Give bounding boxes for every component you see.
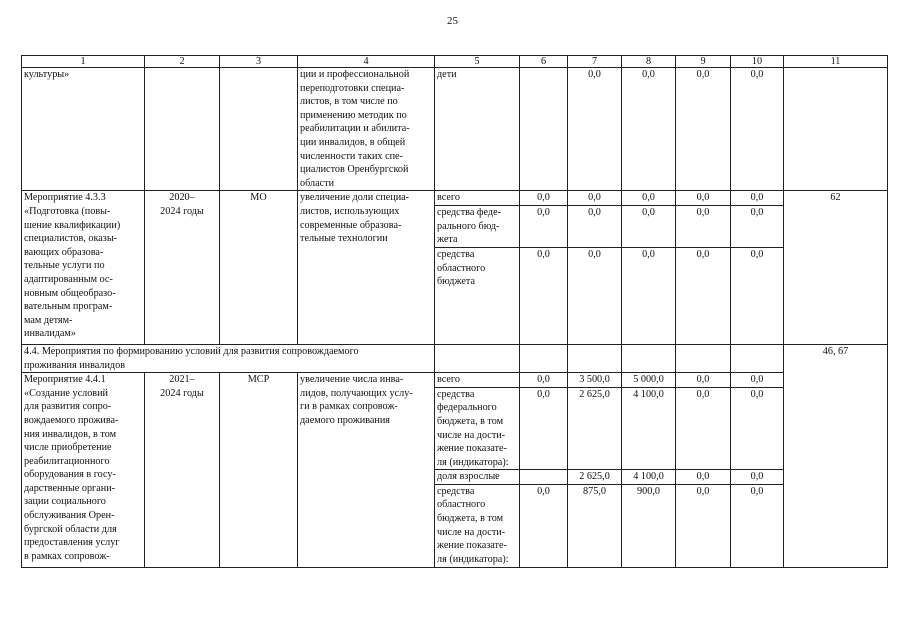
value-cell: 0,0 <box>731 373 784 388</box>
section-row <box>22 344 888 372</box>
value-cell: 0,0 <box>676 373 731 388</box>
funding-source: доля взрослые <box>435 470 520 485</box>
value-cell: 0,0 <box>568 191 622 206</box>
value-cell: 0,0 <box>520 373 568 388</box>
header-cell: 1 <box>22 56 145 68</box>
indicator-cell: увеличение числа инва- лидов, получающих услу- ги в рамках сопровож- даемого проживания <box>298 373 435 568</box>
period-cell: 2021– 2024 годы <box>145 373 220 568</box>
note-cell: 46, 67 <box>784 344 888 567</box>
value-cell: 0,0 <box>731 387 784 470</box>
value-cell: 4 100,0 <box>622 470 676 485</box>
header-cell: 6 <box>520 56 568 68</box>
funding-source <box>435 344 520 372</box>
program-table <box>21 55 888 568</box>
table-row <box>22 373 888 388</box>
period-cell: 2020– 2024 годы <box>145 191 220 345</box>
value-cell: 0,0 <box>731 484 784 567</box>
value-cell: 875,0 <box>568 484 622 567</box>
funding-source: средства федерального бюджета, в том числе на дости- жение показате- ля (индикатора): <box>435 387 520 470</box>
value-cell: 0,0 <box>622 191 676 206</box>
measure-name: Мероприятие 4.4.1 «Создание условий для развития сопро- вождаемого прожива- ния инвалидов, в том числе приобретение реабилитационного оборудования в госу- дарственные органи- зации социального обслуживания Орен- бургской области для предоставления услуг в рамках сопровож- <box>22 373 145 568</box>
value-cell <box>520 470 568 485</box>
value-cell: 0,0 <box>676 191 731 206</box>
header-cell: 7 <box>568 56 622 68</box>
value-cell: 0,0 <box>731 68 784 191</box>
table-row <box>22 68 888 191</box>
header-cell: 8 <box>622 56 676 68</box>
executor-cell: МСР <box>220 373 298 568</box>
value-cell: 0,0 <box>520 191 568 206</box>
header-cell: 3 <box>220 56 298 68</box>
funding-source: всего <box>435 373 520 388</box>
value-cell: 0,0 <box>676 247 731 344</box>
note-cell <box>784 68 888 191</box>
value-cell: 0,0 <box>568 68 622 191</box>
measure-name: Мероприятие 4.3.3 «Подготовка (повы- шение квалификации) специалистов, оказы- вающих образова- тельные услуги по адаптированным ос- новным общеобразо- вательным програм- мам детям- инвалидам» <box>22 191 145 345</box>
funding-source: средства областного бюджета, в том числе на дости- жение показате- ля (индикатора): <box>435 484 520 567</box>
value-cell: 4 100,0 <box>622 387 676 470</box>
period-cell <box>145 68 220 191</box>
value-cell: 0,0 <box>622 68 676 191</box>
value-cell: 0,0 <box>731 470 784 485</box>
header-row <box>22 56 888 68</box>
value-cell: 0,0 <box>676 484 731 567</box>
value-cell: 0,0 <box>676 470 731 485</box>
header-cell: 2 <box>145 56 220 68</box>
value-cell: 0,0 <box>520 205 568 247</box>
funding-source: средства областного бюджета <box>435 247 520 344</box>
page-number: 25 <box>447 15 458 27</box>
value-cell <box>520 344 568 372</box>
note-cell: 62 <box>784 191 888 345</box>
header-cell: 9 <box>676 56 731 68</box>
executor-cell <box>220 68 298 191</box>
executor-cell: МО <box>220 191 298 345</box>
value-cell: 0,0 <box>731 205 784 247</box>
value-cell <box>622 344 676 372</box>
section-title: 4.4. Мероприятия по формированию условий для развития сопровождаемого проживания инвалидов <box>22 344 435 372</box>
funding-source: всего <box>435 191 520 206</box>
value-cell: 0,0 <box>731 191 784 206</box>
value-cell: 2 625,0 <box>568 470 622 485</box>
indicator-cell: увеличение доли специа- листов, использующих современные образова- тельные технологии <box>298 191 435 345</box>
value-cell: 0,0 <box>731 247 784 344</box>
measure-name: культуры» <box>22 68 145 191</box>
funding-source: средства феде- рального бюд- жета <box>435 205 520 247</box>
value-cell: 0,0 <box>676 68 731 191</box>
funding-source: дети <box>435 68 520 191</box>
value-cell: 0,0 <box>622 205 676 247</box>
value-cell: 0,0 <box>520 484 568 567</box>
value-cell: 2 625,0 <box>568 387 622 470</box>
value-cell: 3 500,0 <box>568 373 622 388</box>
table-row <box>22 191 888 206</box>
value-cell <box>568 344 622 372</box>
value-cell: 900,0 <box>622 484 676 567</box>
header-cell: 11 <box>784 56 888 68</box>
value-cell: 5 000,0 <box>622 373 676 388</box>
indicator-cell: ции и профессиональной переподготовки специа- листов, в том числе по применению методик по реабилитации и абилита- ции инвалидов, в общей численности таких спе- циалистов Оренбургской области <box>298 68 435 191</box>
header-cell: 5 <box>435 56 520 68</box>
value-cell: 0,0 <box>520 387 568 470</box>
value-cell <box>676 344 731 372</box>
value-cell: 0,0 <box>568 205 622 247</box>
value-cell: 0,0 <box>520 247 568 344</box>
value-cell <box>520 68 568 191</box>
value-cell <box>731 344 784 372</box>
value-cell: 0,0 <box>676 205 731 247</box>
header-cell: 4 <box>298 56 435 68</box>
value-cell: 0,0 <box>622 247 676 344</box>
value-cell: 0,0 <box>568 247 622 344</box>
value-cell: 0,0 <box>676 387 731 470</box>
header-cell: 10 <box>731 56 784 68</box>
